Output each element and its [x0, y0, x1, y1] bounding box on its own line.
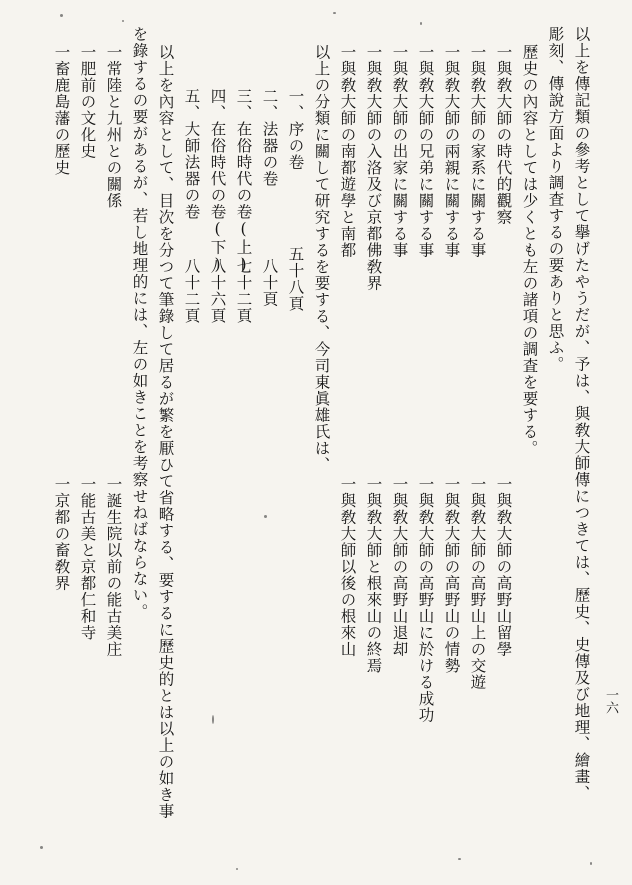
toc-page: 八十二頁: [182, 258, 201, 324]
print-speck: [122, 20, 124, 22]
text-column: 以上を內容として、目次を分つて筆錄して居るが繁を厭ひて省略する、要するに歷史的とは以上の如き事: [156, 44, 175, 820]
text-column-lower: 一與敎大師の高野山退却: [390, 476, 409, 658]
print-speck: [212, 715, 214, 724]
print-speck: [333, 12, 336, 14]
print-speck: [264, 515, 267, 518]
text-column-lower: 一與敎大師の高野山留學: [494, 476, 513, 658]
print-speck: [40, 846, 43, 849]
text-column: を錄するの要があるが、若し地理的には、左の如きことを考察せねばならない。: [130, 26, 149, 620]
text-column: 以上の分類に關して研究するを要する、今司東眞雄氏は、: [312, 44, 331, 473]
text-column-lower: 一與敎大師と根來山の終焉: [364, 476, 383, 674]
text-column: 四、在俗時代の卷(下): [208, 88, 227, 275]
text-column: 彫刻、傳說方面より調査するの要ありと思ふ。: [546, 26, 565, 373]
text-column: 一與敎大師の時代的觀察: [494, 44, 513, 226]
text-column: 一肥前の文化史: [78, 44, 97, 160]
text-column: 三、在俗時代の卷(上): [234, 88, 253, 275]
text-column: 一常陸と九州との關係: [104, 44, 123, 209]
text-column-lower: 一能古美と京都仁和寺: [78, 476, 97, 641]
print-speck: [60, 14, 63, 17]
text-column: 一與敎大師の入洛及び京都佛敎界: [364, 44, 383, 292]
print-speck: [590, 862, 592, 865]
text-column-lower: 一京都の畜敎界: [52, 476, 71, 592]
text-column: 五、大師法器の卷: [182, 88, 201, 220]
toc-page: 八十六頁: [208, 258, 227, 324]
text-column: 一與敎大師の家系に關する事: [468, 44, 487, 259]
text-column-lower: 一與敎大師の高野山上の交遊: [468, 476, 487, 691]
text-column: 一與敎大師の兄弟に關する事: [416, 44, 435, 259]
text-column: 以上を傳記類の參考として擧げたやうだが、予は、與敎大師傳につきては、歷史、史傳及び地理、繪畫、: [572, 26, 591, 802]
toc-page: 八十頁: [260, 258, 279, 308]
text-column-lower: 一誕生院以前の能古美庄: [104, 476, 123, 658]
text-column: 一與敎大師の出家に關する事: [390, 44, 409, 259]
toc-page: 五十八頁: [286, 246, 305, 312]
print-speck: [458, 858, 461, 860]
text-column: 一與敎大師の南都遊學と南都: [338, 44, 357, 259]
text-column-lower: 一與敎大師の高野山の情勢: [442, 476, 461, 674]
text-column: 歷史の內容としては少くとも左の諸項の調査を要する。: [520, 44, 539, 457]
text-column: 一、序の卷: [286, 88, 305, 171]
text-column: 一畜鹿島藩の歷史: [52, 44, 71, 176]
print-speck: [236, 868, 238, 870]
text-column: 二、法器の卷: [260, 88, 279, 187]
text-column-lower: 一與敎大師の高野山に於ける成功: [416, 476, 435, 724]
text-column-lower: 一與敎大師以後の根來山: [338, 476, 357, 658]
toc-page: 七十二頁: [234, 258, 253, 324]
print-speck: [420, 22, 422, 25]
text-column: 一與敎大師の兩親に關する事: [442, 44, 461, 259]
page-number: 一六: [603, 688, 618, 714]
